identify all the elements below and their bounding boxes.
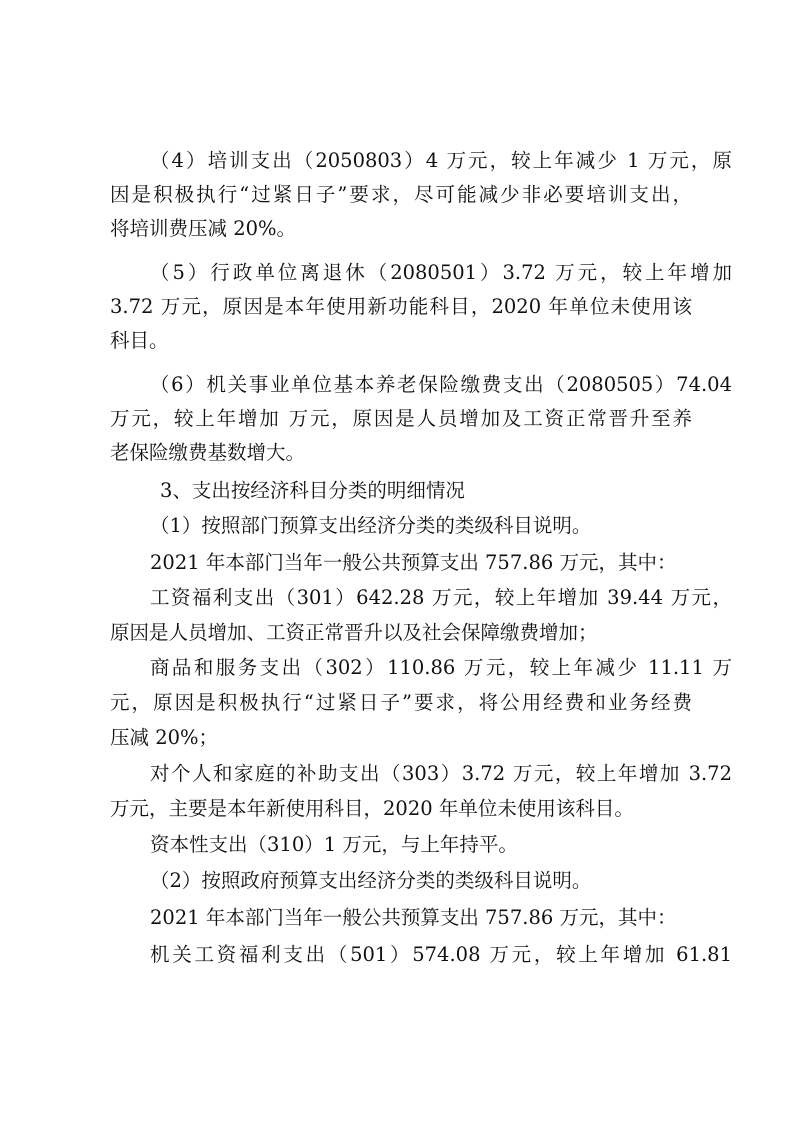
paragraph-line: 因是积极执行“过紧日子”要求，尽可能减少非必要培训支出，	[110, 183, 692, 206]
paragraph-line: 万元，主要是本年新使用科目，2020 年单位未使用该科目。	[110, 797, 634, 820]
paragraph-line: 机关工资福利支出（501）574.08 万元，较上年增加 61.81	[150, 943, 732, 966]
paragraph-line: 万元，较上年增加 万元，原因是人员增加及工资正常晋升至养	[110, 407, 692, 430]
paragraph-line: （1）按照部门预算支出经济分类的类级科目说明。	[150, 514, 592, 537]
paragraph-line: 工资福利支出（301）642.28 万元，较上年增加 39.44 万元，	[150, 586, 732, 609]
paragraph-line: 对个人和家庭的补助支出（303）3.72 万元，较上年增加 3.72	[150, 762, 732, 785]
paragraph-line: 资本性支出（310）1 万元，与上年持平。	[150, 833, 518, 856]
paragraph-line: 3.72 万元，原因是本年使用新功能科目，2020 年单位未使用该	[110, 295, 692, 318]
paragraph-line: 老保险缴费基数增大。	[110, 441, 306, 464]
paragraph-line: 2021 年本部门当年一般公共预算支出 757.86 万元，其中：	[150, 551, 677, 574]
paragraph-line: （4）培训支出（2050803）4 万元，较上年减少 1 万元，原	[150, 149, 732, 172]
paragraph-line: 原因是人员增加、工资正常晋升以及社会保障缴费增加；	[110, 621, 598, 644]
paragraph-line: （6）机关事业单位基本养老保险缴费支出（2080505）74.04	[150, 373, 732, 396]
section-heading: 3、支出按经济科目分类的明细情况	[160, 479, 465, 502]
paragraph-line: 将培训费压减 20%。	[110, 217, 297, 240]
paragraph-line: （5）行政单位离退休（2080501）3.72 万元，较上年增加	[150, 261, 732, 284]
paragraph-line: 元，原因是积极执行“过紧日子”要求，将公用经费和业务经费	[110, 691, 692, 714]
paragraph-line: 科目。	[110, 329, 169, 352]
paragraph-line: 商品和服务支出（302）110.86 万元，较上年减少 11.11 万	[150, 656, 732, 679]
paragraph-line: 压减 20%；	[110, 726, 219, 749]
paragraph-line: （2）按照政府预算支出经济分类的类级科目说明。	[150, 869, 592, 892]
paragraph-line: 2021 年本部门当年一般公共预算支出 757.86 万元，其中：	[150, 906, 677, 929]
